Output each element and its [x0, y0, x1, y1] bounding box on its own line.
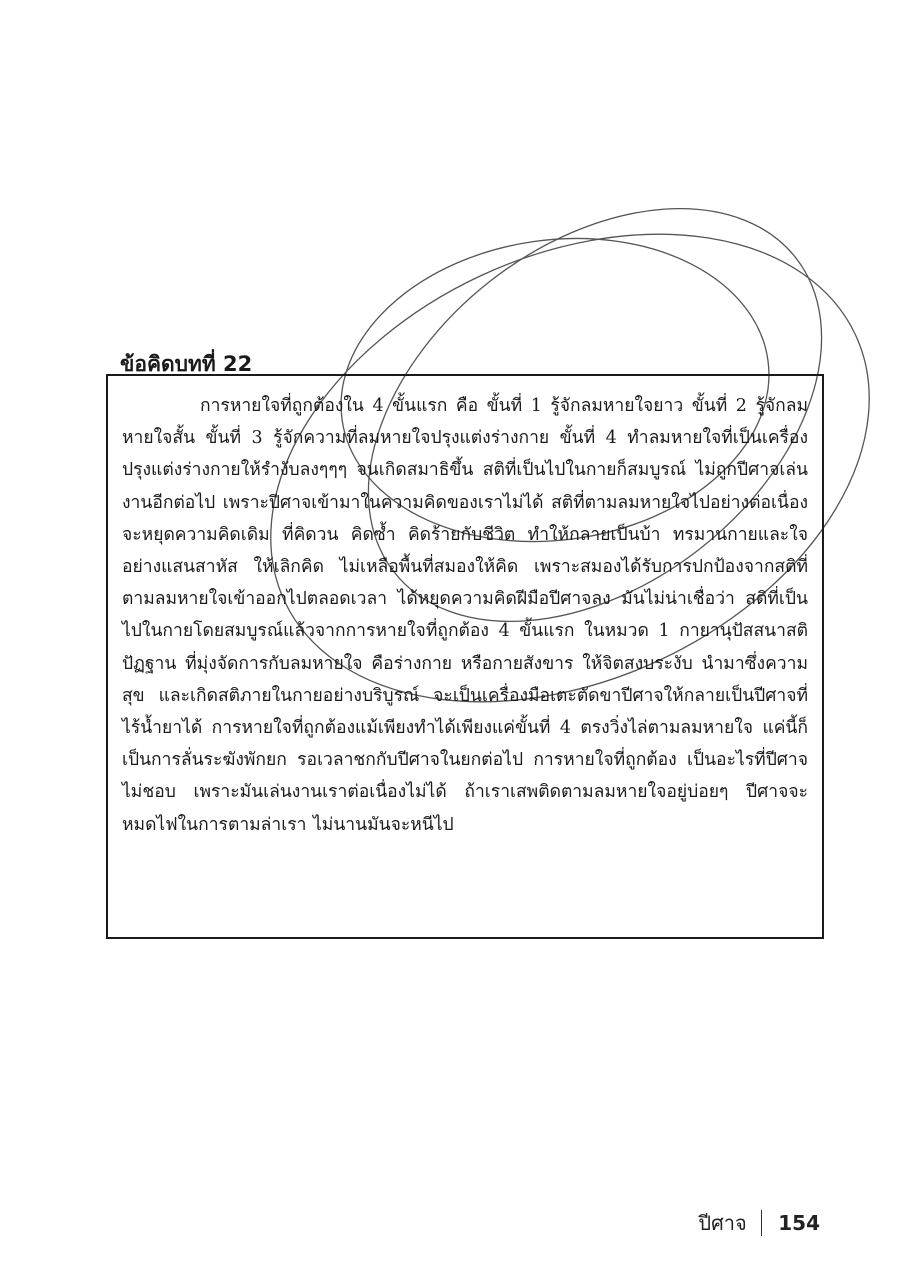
footer-separator — [761, 1210, 763, 1236]
page-footer — [698, 1208, 820, 1238]
body-paragraph: การหายใจที่ถูกต้องใน 4 ขั้นแรก คือ ขั้นที่ 1 รู้จักลมหายใจยาว ขั้นที่ 2 รู้จักลมหายใจสั้น ขั้นที่ 3 รู้จักความที่ลมหายใจปรุงแต่งร่างกาย ขั้นที่ 4 ทำลมหายใจที่เป็นเครื่องปรุงแต่งร่างกายให้รำงับลงๆๆๆ จนเกิดสมาธิขึ้น สติที่เป็นไปในกายก็สมบูรณ์ ไม่ถูกปีศาจเล่นงานอีกต่อไป เพราะปีศาจเข้ามาในความคิดของเราไม่ได้ สติที่ตามลมหายใจไปอย่างต่อเนื่อง จะหยุดความคิดเดิม ที่คิดวน คิดซ้ำ คิดร้ายกับชีวิต ทำให้กลายเป็นบ้า ทรมานกายและใจอย่างแสนสาหัส ให้เลิกคิด ไม่เหลือพื้นที่สมองให้คิด เพราะสมองได้รับการปกป้องจากสติที่ตามลมหายใจเข้าออกไปตลอดเวลา ได้หยุดความคิดฝีมือปีศาจลง มันไม่น่าเชื่อว่า สติที่เป็นไปในกายโดยสมบูรณ์แล้วจากการหายใจที่ถูกต้อง 4 ขั้นแรก ในหมวด 1 กายานุปัสสนาสติปัฏฐาน ที่มุ่งจัดการกับลมหายใจ คือร่างกาย หรือกายสังขาร ให้จิตสงบระงับ นำมาซึ่งความสุข และเกิดสติภายในกายอย่างบริบูรณ์ จะเป็นเครื่องมือเตะตัดขาปีศาจให้กลายเป็นปีศาจที่ไร้น้ำยาได้ การหายใจที่ถูกต้องแม้เพียงทำได้เพียงแค่ขั้นที่ 4 ตรงวิ่งไล่ตามลมหายใจ แค่นี้ก็เป็นการลั่นระฆังพักยก รอเวลาชกกับปีศาจในยกต่อไป การหายใจที่ถูกต้อง เป็นอะไรที่ปีศาจไม่ชอบ เพราะมันเล่นงานเราต่อเนื่องไม่ได้ ถ้าเราเสพติดตามลมหายใจอยู่บ่อยๆ ปีศาจจะหมดไฟในการตามล่าเรา ไม่นานมันจะหนีไป — [122, 396, 808, 835]
book-title: ปีศาจ — [698, 1211, 747, 1235]
section-heading: ข้อคิดบทที่ 22 — [120, 352, 253, 376]
page-number: 154 — [778, 1211, 820, 1235]
content-box — [106, 374, 824, 939]
